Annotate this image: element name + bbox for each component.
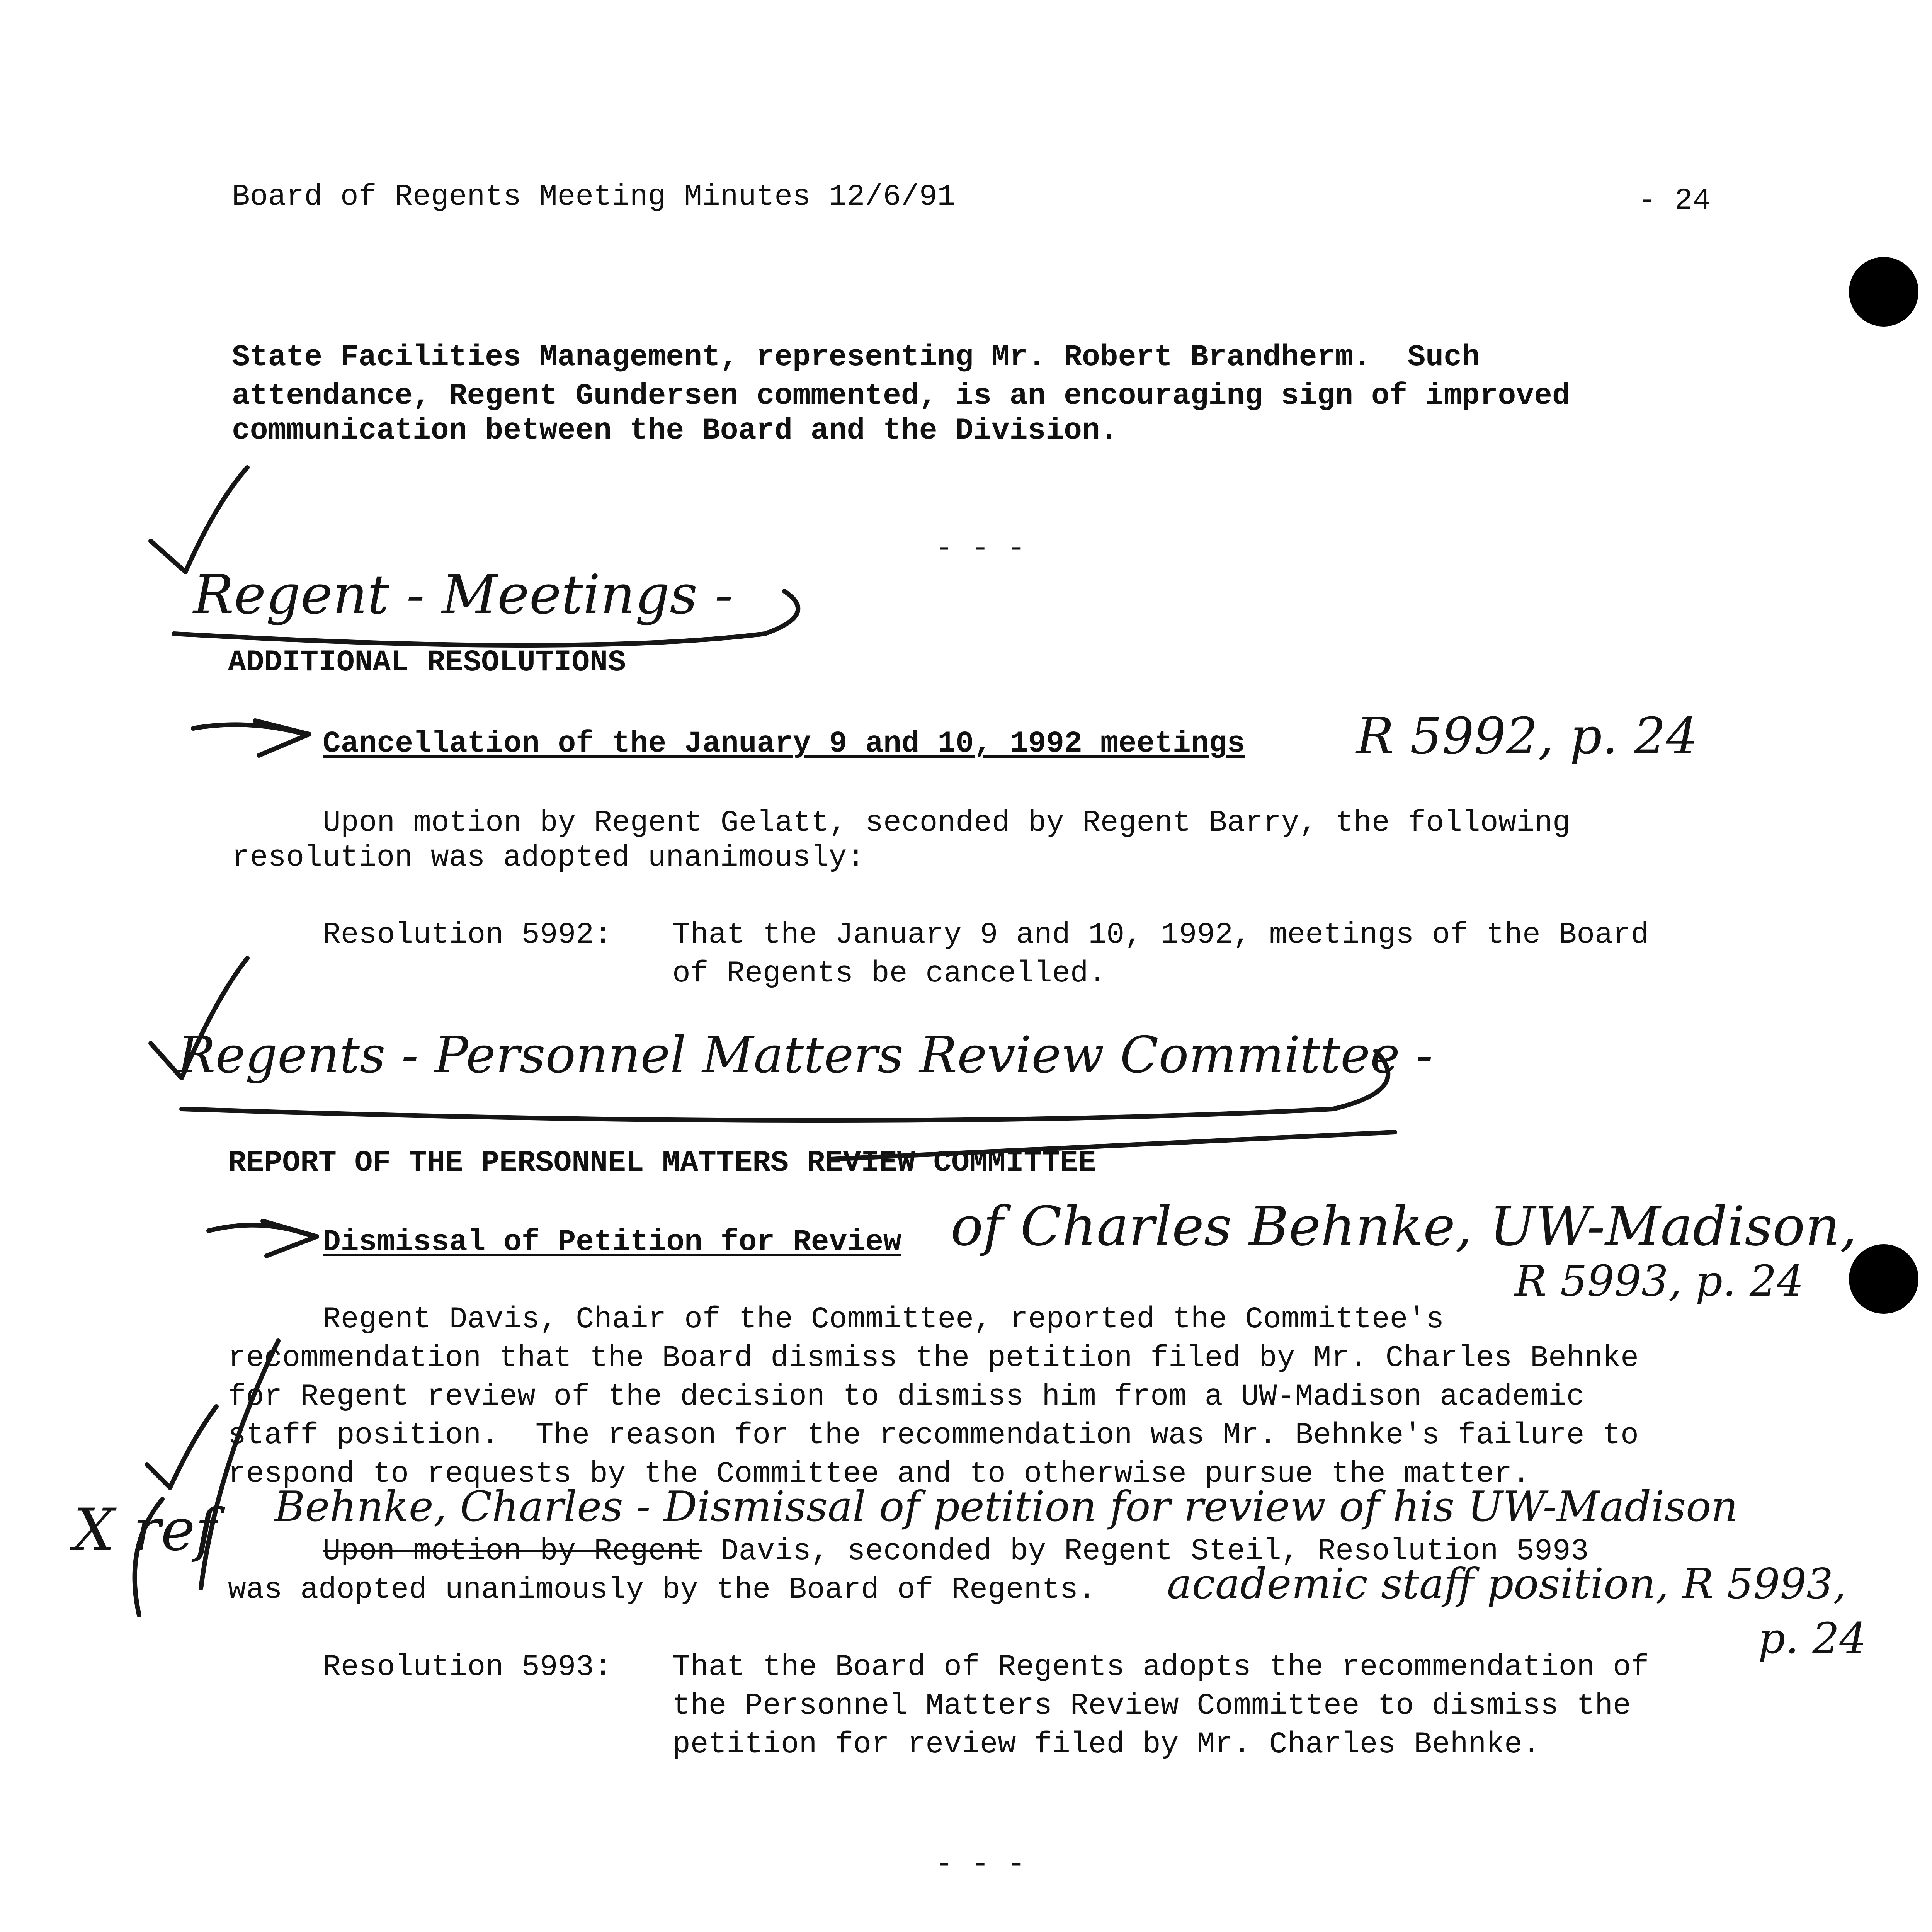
handwritten-label-personnel-matters: Regents - Personnel Matters Review Committee - [178, 1026, 1433, 1084]
resolution-5992-line-1: That the January 9 and 10, 1992, meetings of the Board [672, 918, 1649, 952]
handwritten-subject-behnke: of Charles Behnke, UW-Madison, [951, 1195, 1857, 1258]
intro-line-1: State Facilities Management, representing Mr. Robert Brandherm. Such [232, 340, 1480, 374]
motion-line-2: resolution was adopted unanimously: [232, 841, 865, 875]
body-line-5: respond to requests by the Committee and to otherwise pursue the matter. [228, 1457, 1531, 1491]
resolution-5993-line-2: the Personnel Matters Review Committee to dismiss the [672, 1689, 1631, 1723]
separator-1: - - - [935, 532, 1026, 566]
handwritten-underline-swoosh [182, 1051, 1388, 1121]
handwritten-note-behnke-2: academic staff position, R 5993, [1167, 1560, 1847, 1608]
body-line-2: recommendation that the Board dismiss the petition filed by Mr. Charles Behnke [228, 1341, 1639, 1375]
resolution-5993-line-1: That the Board of Regents adopts the recommendation of [672, 1650, 1649, 1684]
handwritten-note-behnke-1: Behnke, Charles - Dismissal of petition for review of his UW-Madison [274, 1483, 1738, 1531]
handwritten-underline-swoosh [174, 591, 798, 645]
arrow-icon [193, 721, 309, 755]
section-heading-personnel-matters: REPORT OF THE PERSONNEL MATTERS REVIEW COMMITTEE [228, 1146, 1096, 1180]
body-line-3: for Regent review of the decision to dismiss him from a UW-Madison academic [228, 1380, 1585, 1414]
checkmark-icon [151, 468, 247, 572]
separator-2: - - - [935, 1847, 1026, 1881]
resolution-5993-line-3: petition for review filed by Mr. Charles Behnke. [672, 1728, 1541, 1762]
margin-bracket-stroke [201, 1341, 278, 1588]
page-header-title: Board of Regents Meeting Minutes 12/6/91 [232, 180, 956, 214]
arrow-icon [209, 1221, 317, 1256]
handwritten-ref-r5993: R 5993, p. 24 [1515, 1256, 1804, 1306]
handwritten-label-regent-meetings: Regent - Meetings - [193, 563, 733, 626]
subheading-cancellation: Cancellation of the January 9 and 10, 1992 meetings [323, 727, 1245, 761]
handwritten-ref-r5992: R 5992, p. 24 [1356, 707, 1698, 765]
body-line-4: staff position. The reason for the recommendation was Mr. Behnke's failure to [228, 1418, 1639, 1452]
handwritten-note-behnke-3: p. 24 [1758, 1614, 1867, 1663]
motion-line-5993-2: was adopted unanimously by the Board of Regents. [228, 1573, 1096, 1607]
section-heading-additional-resolutions: ADDITIONAL RESOLUTIONS [228, 646, 626, 680]
motion-text-rest: Davis, seconded by Regent Steil, Resolution 5993 [702, 1534, 1589, 1568]
resolution-5993-label: Resolution 5993: [323, 1650, 612, 1684]
checkmark-icon [147, 1406, 216, 1488]
body-line-1: Regent Davis, Chair of the Committee, reported the Committee's [323, 1303, 1444, 1337]
handwritten-xref: X ref [73, 1497, 217, 1564]
resolution-5992-label: Resolution 5992: [323, 918, 612, 952]
checkmark-icon [151, 958, 247, 1078]
intro-line-3: communication between the Board and the Division. [232, 414, 1118, 448]
resolution-5992-line-2: of Regents be cancelled. [672, 957, 1107, 991]
subheading-dismissal: Dismissal of Petition for Review [323, 1225, 901, 1259]
motion-line-1: Upon motion by Regent Gelatt, seconded by Regent Barry, the following [323, 806, 1571, 840]
margin-bracket-stroke [135, 1499, 162, 1615]
struck-motion-text: Upon motion by Regent [323, 1534, 702, 1568]
handwritten-underline-swoosh [831, 1132, 1395, 1159]
page-number: - 24 [1638, 184, 1711, 218]
intro-line-2: attendance, Regent Gundersen commented, is an encouraging sign of improved [232, 379, 1570, 413]
